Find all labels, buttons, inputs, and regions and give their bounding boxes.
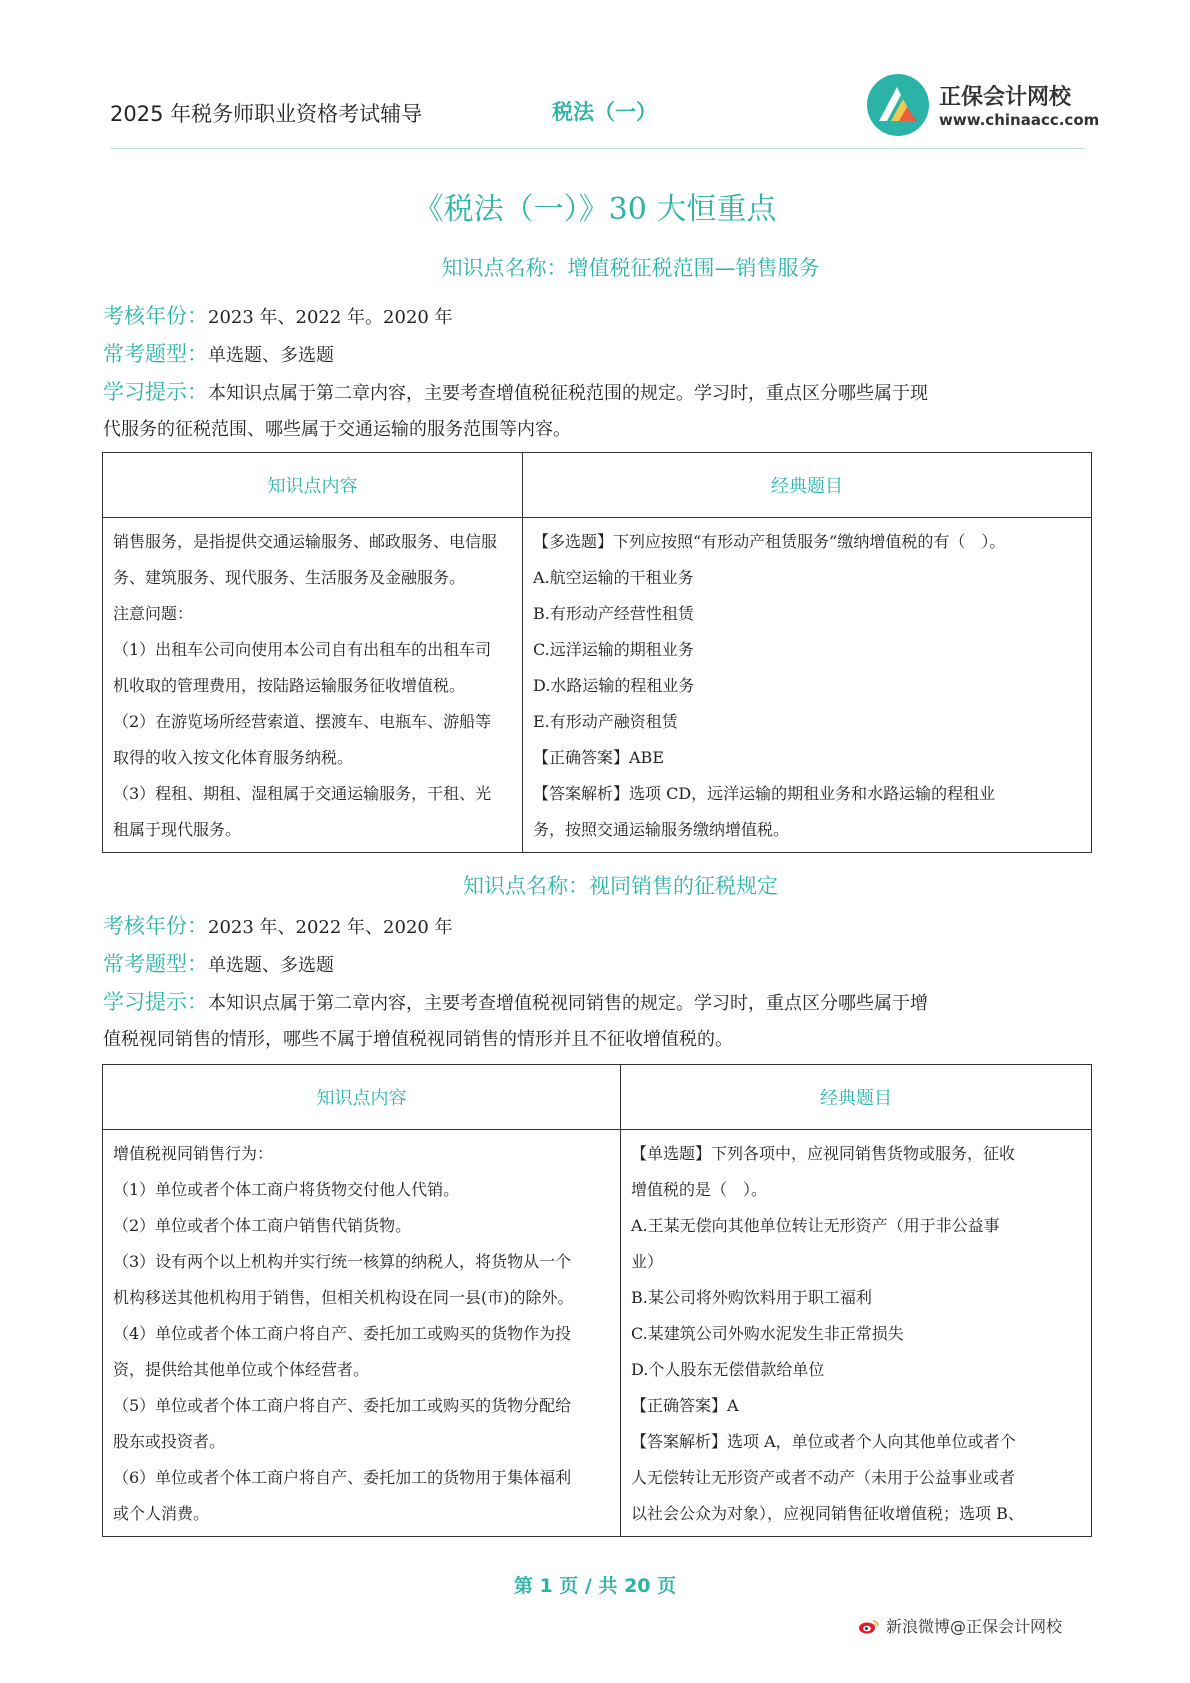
question-line: 增值税的是（ ）。 (631, 1180, 768, 1199)
weibo-credit (858, 1614, 1062, 1637)
content-line: （1）出租车公司向使用本公司自有出租车的出租车司 (113, 640, 492, 659)
section-title: 知识点名称：增值税征税范围—销售服务 (441, 256, 820, 280)
question-line: B.有形动产经营性租赁 (533, 604, 694, 623)
content-line: （3）设有两个以上机构并实行统一核算的纳税人，将货物从一个 (113, 1252, 572, 1271)
question-line: E.有形动产融资租赁 (533, 712, 678, 731)
question-line: 【答案解析】选项 A，单位或者个人向其他单位或者个 (631, 1432, 1016, 1451)
question-line: D.个人股东无偿借款给单位 (631, 1360, 825, 1379)
weibo-icon (858, 1618, 880, 1634)
content-line: （2）单位或者个体工商户销售代销货物。 (113, 1216, 412, 1235)
content-line: （5）单位或者个体工商户将自产、委托加工或购买的货物分配给 (113, 1396, 572, 1415)
question-line: 业） (631, 1252, 664, 1271)
question-line: A.王某无偿向其他单位转让无形资产（用于非公益事 (631, 1216, 1000, 1235)
page-header (110, 72, 1100, 147)
chinaacc-logo (867, 72, 1100, 140)
study-tip-line: 本知识点属于第二章内容，主要考查增值税征税范围的规定。学习时，重点区分哪些属于现 (208, 383, 928, 404)
question-line: 【单选题】下列各项中，应视同销售货物或服务，征收 (631, 1144, 1016, 1163)
study-tip-line: 代服务的征税范围、哪些属于交通运输的服务范围等内容。 (103, 419, 571, 440)
question-types-value: 单选题、多选题 (208, 345, 334, 366)
logo-url: www.chinaacc.com (939, 111, 1100, 129)
exam-years-value: 2023 年、2022 年、2020 年 (208, 917, 453, 938)
exam-years-label: 考核年份： (103, 914, 208, 938)
content-cell (103, 518, 523, 853)
column-header-content: 知识点内容 (103, 453, 523, 518)
knowledge-table (102, 452, 1092, 853)
exam-years-row (103, 908, 1088, 946)
question-cell (523, 518, 1092, 853)
exam-years-value: 2023 年、2022 年。2020 年 (208, 307, 453, 328)
column-header-question: 经典题目 (621, 1065, 1092, 1130)
page-number: 第 1 页 / 共 20 页 (513, 1575, 677, 1597)
content-line: （1）单位或者个体工商户将货物交付他人代销。 (113, 1180, 460, 1199)
question-line: 务，按照交通运输服务缴纳增值税。 (533, 820, 790, 839)
header-subject: 税法（一） (552, 100, 657, 124)
study-tip (103, 374, 1088, 448)
question-line: B.某公司将外购饮料用于职工福利 (631, 1288, 872, 1307)
question-line: A.航空运输的干租业务 (533, 568, 694, 587)
question-line: 【答案解析】选项 CD，远洋运输的期租业务和水路运输的程租业 (533, 784, 996, 803)
study-tip-label: 学习提示： (103, 990, 208, 1014)
column-header-content: 知识点内容 (103, 1065, 621, 1130)
question-line: 人无偿转让无形资产或者不动产（未用于公益事业或者 (631, 1468, 1016, 1487)
question-line: 【正确答案】ABE (533, 748, 664, 767)
content-line: 或个人消费。 (113, 1504, 210, 1523)
knowledge-table (102, 1064, 1092, 1537)
section-title: 知识点名称：视同销售的征税规定 (463, 874, 778, 898)
question-types-label: 常考题型： (103, 952, 208, 976)
header-course-title: 2025 年税务师职业资格考试辅导 (110, 102, 423, 126)
content-line: 租属于现代服务。 (113, 820, 242, 839)
document-title: 《税法（一）》30 大恒重点 (413, 192, 777, 227)
question-cell (621, 1130, 1092, 1537)
content-line: 注意问题： (113, 604, 194, 623)
logo-name: 正保会计网校 (939, 85, 1072, 110)
question-line: 以社会公众为对象），应视同销售征收增值税；选项 B、 (631, 1504, 1024, 1523)
question-line: C.某建筑公司外购水泥发生非正常损失 (631, 1324, 904, 1343)
logo-emblem-icon (867, 74, 929, 136)
study-tip-line: 值税视同销售的情形，哪些不属于增值税视同销售的情形并且不征收增值税的。 (103, 1029, 733, 1050)
content-line: （3）程租、期租、湿租属于交通运输服务，干租、光 (113, 784, 492, 803)
content-line: （4）单位或者个体工商户将自产、委托加工或购买的货物作为投 (113, 1324, 572, 1343)
content-line: 取得的收入按文化体育服务纳税。 (113, 748, 354, 767)
content-line: 机收取的管理费用，按陆路运输服务征收增值税。 (113, 676, 466, 695)
content-line: 机构移送其他机构用于销售，但相关机构设在同一县(市)的除外。 (113, 1288, 574, 1307)
question-line: C.远洋运输的期租业务 (533, 640, 694, 659)
content-line: 资，提供给其他单位或个体经营者。 (113, 1360, 370, 1379)
header-divider (110, 148, 1085, 149)
content-line: （2）在游览场所经营索道、摆渡车、电瓶车、游船等 (113, 712, 492, 731)
question-types-value: 单选题、多选题 (208, 955, 334, 976)
content-cell (103, 1130, 621, 1537)
content-line: 增值税视同销售行为： (113, 1144, 274, 1163)
knowledge-section-2 (103, 870, 1088, 1537)
study-tip-label: 学习提示： (103, 380, 208, 404)
knowledge-section-1 (103, 252, 1088, 853)
weibo-text: 新浪微博@正保会计网校 (886, 1617, 1063, 1636)
question-types-label: 常考题型： (103, 342, 208, 366)
content-line: （6）单位或者个体工商户将自产、委托加工的货物用于集体福利 (113, 1468, 572, 1487)
question-line: D.水路运输的程租业务 (533, 676, 695, 695)
exam-years-label: 考核年份： (103, 304, 208, 328)
study-tip-line: 本知识点属于第二章内容，主要考查增值税视同销售的规定。学习时，重点区分哪些属于增 (208, 993, 928, 1014)
column-header-question: 经典题目 (523, 453, 1092, 518)
study-tip (103, 984, 1088, 1058)
question-line: 【正确答案】A (631, 1396, 739, 1415)
exam-years-row (103, 298, 1088, 336)
question-types-row (103, 946, 1088, 984)
content-line: 务、建筑服务、现代服务、生活服务及金融服务。 (113, 568, 466, 587)
question-line: 【多选题】下列应按照“有形动产租赁服务”缴纳增值税的有（ ）。 (533, 532, 1006, 551)
content-line: 股东或投资者。 (113, 1432, 226, 1451)
question-types-row (103, 336, 1088, 374)
content-line: 销售服务，是指提供交通运输服务、邮政服务、电信服 (113, 532, 498, 551)
